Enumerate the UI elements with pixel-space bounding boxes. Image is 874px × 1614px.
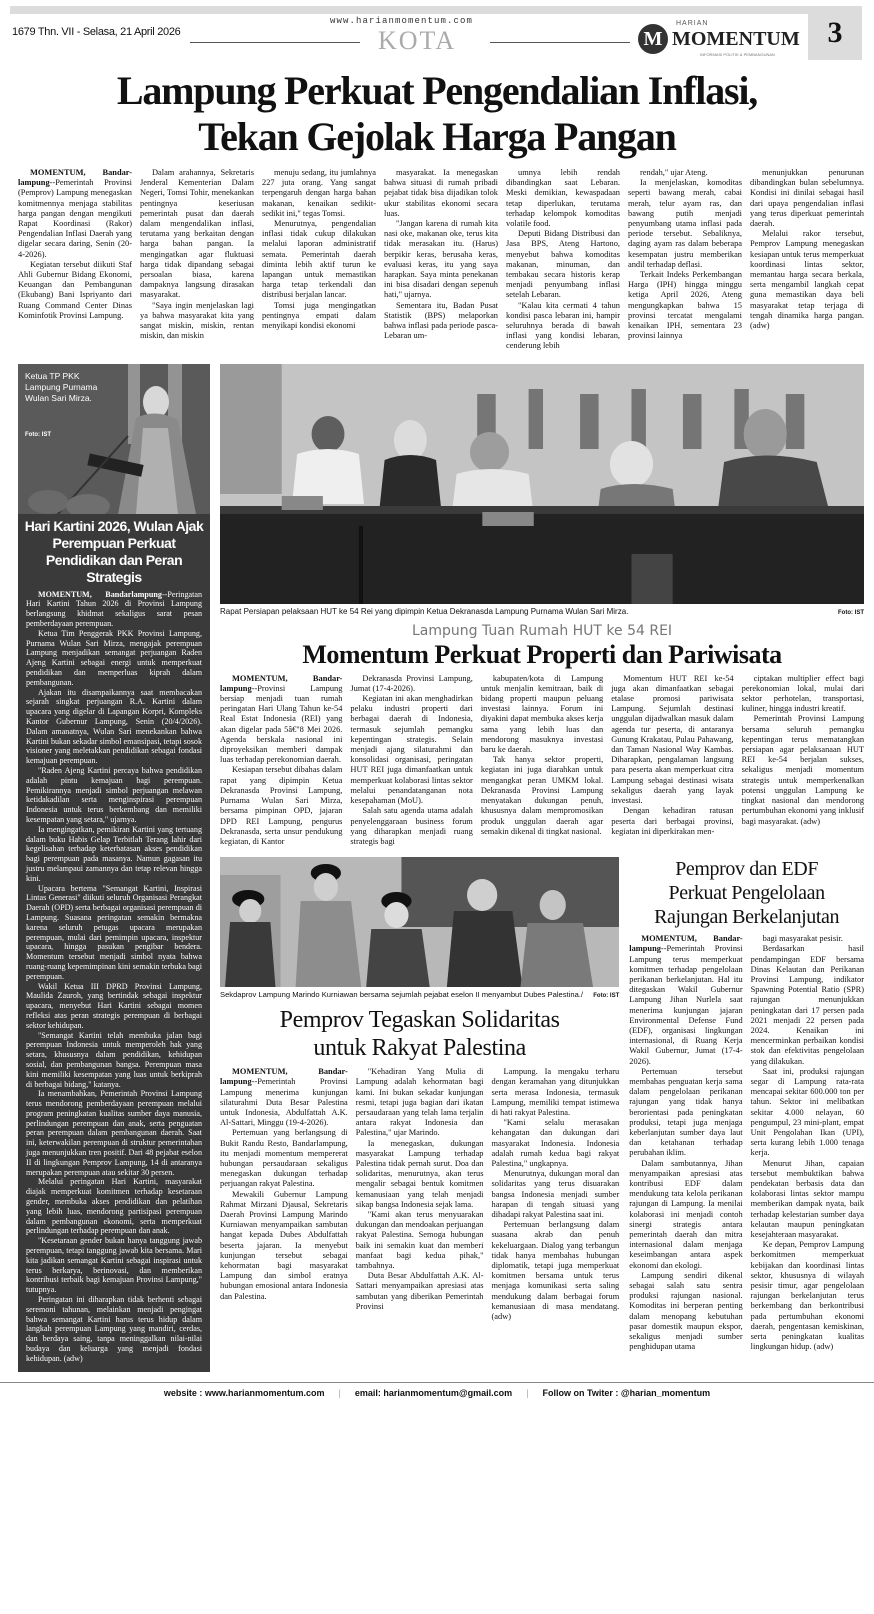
article-column: [140, 168, 254, 352]
article-text: Sementara itu, Badan Pusat Statistik (BPS) melaporkan bahwa inflasi pada periode pasca-Lebaran um-: [384, 300, 498, 341]
article-paragraph: [220, 1128, 348, 1189]
main-headline-line2: Tekan Gejolak Harga Pangan: [198, 114, 676, 159]
kartini-paragraph: [26, 1089, 202, 1177]
article-text: Pemerintah Provinsi Lampung bersama seluruh pemangku kepentingan terus mematangkan persiapan agar pelaksanaan HUT REI ke-54 berjalan sukses, sekaligus menjadi momentum strategis untuk memperkenalkan potensi unggulan Lampung ke tingkat nasional dan mendorong pertumbuhan ekonomi yang inklusif bagi masyarakat. (adw): [741, 714, 865, 826]
article-text: Menurut Jihan, capaian tersebut membuktikan bahwa pendekatan berbasis data dan kolaborasi lintas sektor mampu memberikan dampak nyata, baik terhadap kelestarian sumber daya kelautan maupun peningkatan kesejahteraan masyarakat.: [750, 1158, 865, 1239]
kartini-text: "Kesetaraan gender bukan hanya tanggung jawab perempuan, tetapi tanggung jawab kita bersama. Mari kita jadikan semangat Kartini sebagai inspirasi untuk terus berkarya, berinovasi, dan memberikan kontribusi terbaik bagi kemajuan Provinsi Lampung," tutupnya.: [26, 1236, 202, 1295]
footer: [0, 1382, 874, 1405]
article-text: Berdasarkan hasil pendampingan EDF bersama Dinas Kelautan dan Perikanan Provinsi Lampung, indikator Spawning Potential Ratio (SPR) rajungan menunjukkan peningkatan dari 17 persen pada 2021 menjadi 22 persen pada 2024. Kenaikan ini mencerminkan perbaikan kondisi stok dan efektivitas pengelolaan yang dilakukan.: [750, 944, 865, 1066]
article-paragraph: [140, 301, 254, 342]
header-rule-right: [490, 42, 630, 43]
article-paragraph: [750, 168, 864, 229]
article-paragraph: [384, 301, 498, 342]
article-paragraph: [742, 674, 864, 715]
kartini-text: "Raden Ajeng Kartini percaya bahwa pendidikan adalah pintu kemajuan bagi perempuan. Pemikirannya menjadi simbol perjuangan melawan ketidakadilan serta menginspirasi perempuan Indonesia untuk terus berkembang dan memiliki kesempatan yang setara," ujarnya.: [26, 766, 202, 824]
article-text: Terkait Indeks Perkembangan Harga (IPH) hingga minggu ketiga April 2026, Ateng mengungkapkan bahwa 15 provinsi tercatat mengalami kenaikan IPH, sementara 23 provinsi lainnya: [628, 270, 742, 341]
kartini-text: Wakil Ketua III DPRD Provinsi Lampung, Maulida Zauroh, yang bertindak sebagai inspektur upacara, menyebut Hari Kartini sebagai momen refleksi atas peran strategis perempuan di berbagai sektor kehidupan.: [26, 981, 202, 1030]
article-text: kabupaten/kota di Lampung untuk menjalin kemitraan, baik di bidang properti maupun peluang investasi lainnya. Forum ini diyakini dapat membuka akses kerja sama yang lebih luas dan mendorong masuknya investasi baru ke daerah.: [480, 673, 604, 755]
article-paragraph: [742, 714, 864, 826]
article-paragraph: [629, 1067, 742, 1159]
rei-headline: Momentum Perkuat Properti dan Pariwisata: [302, 639, 782, 669]
kartini-paragraph: [26, 590, 202, 629]
article-paragraph: [384, 168, 498, 219]
article-paragraph: [751, 944, 864, 1066]
article-text: "Jangan karena di rumah kita nasi oke, makanan oke, terus kita tidak merasakan itu. (Harus) berpikir keras, berusaha keras, evaluasi keras, itu yang saya harapkan. Saya minta penekanan ini bisa disadari dengan sepenuh hati," ujarnya.: [384, 219, 498, 300]
article-paragraph: [628, 178, 742, 270]
kartini-text: Ia mengingatkan, pemikiran Kartini yang tertuang dalam buku Habis Gelap Terbitlah Terang lahir dari kegelisahan terhadap keterbatasan akses pendidikan bagi perempuan pada masanya. Namun gagasan itu justru melampaui zamannya dan tetap relevan hingga kini.: [26, 824, 202, 883]
kartini-paragraph: [26, 884, 202, 982]
article-paragraph: [492, 1220, 620, 1322]
article-text: Kegiatan ini akan menghadirkan pelaku industri properti dari berbagai daerah di Indonesia, termasuk sejumlah pemangku kepentingan strategis. Selain menjadi ajang silaturahmi dan konsolidasi organisasi, peringatan HUT REI juga dimanfaatkan untuk memperkuat kolaborasi lintas sektor melalui penandatanganan nota kesepahaman (MoU).: [350, 694, 473, 806]
article-paragraph: [220, 1190, 348, 1302]
article-paragraph: [492, 1067, 620, 1118]
article-text: Deputi Bidang Distribusi dan Jasa BPS, Ateng Hartono, menyebut bahwa komoditas makanan, minuman, dan tembakau secara historis kerap menjadi penyumbang inflasi setelah Lebaran.: [506, 229, 620, 300]
palestina-photo: [220, 857, 619, 987]
footer-email[interactable]: email: harianmomentum@gmail.com: [354, 1387, 513, 1398]
article-paragraph: [611, 806, 733, 837]
article-paragraph: [262, 168, 376, 219]
edf-headline-line3: Rajungan Berkelanjutan: [654, 906, 840, 929]
article-column: [384, 168, 498, 352]
article-column: [751, 934, 864, 1352]
rei-caption-row: [220, 607, 864, 617]
article-paragraph: [506, 229, 620, 300]
article-paragraph: [481, 755, 603, 837]
article-text: Melalui rakor tersebut, Pemprov Lampung menegaskan kesiapan untuk terus memperkuat koordinasi lintas sektor, memantau harga secara berkala, serta mengambil langkah cepat guna memastikan daya beli masyarakat tetap terjaga di tengah dinamika harga pangan. (adw): [750, 229, 864, 331]
right-section: [220, 364, 864, 1353]
kartini-paragraph: [26, 1236, 202, 1295]
article-text: Momentum HUT REI ke-54 juga akan dimanfaatkan sebagai etalase promosi pariwisata Lampung. Sejumlah destinasi unggulan dijadwalkan masuk dalam agenda tur peserta, di antaranya Gunung Krakatau, Pulau Pahawang, dan Taman Nasional Way Kambas. Diharapkan, pengalaman langsung para peserta akan memperkuat citra Lampung sebagai destinasi wisata sekaligus daerah yang layak investasi.: [611, 673, 734, 806]
palestina-photo-illustration: [220, 857, 619, 987]
article-text: Menurutnya, dukungan moral dan solidaritas yang terus disuarakan bangsa Indonesia menjadi sumber harapan di tengah situasi yang dihadapi rakyat Palestina saat ini.: [491, 1169, 620, 1219]
article-text: Dalam arahannya, Sekretaris Jenderal Kementerian Dalam Negeri, Tomsi Tohir, menekankan pentingnya keseriusan pemerintah pusat dan daerah dalam mengendalikan inflasi, terutama yang berkaitan dengan harga bahan pangan. Ia mengingatkan agar fluktuasi harga tidak dipandang sebagai persoalan biasa, karena dampaknya langsung dirasakan masyarakat.: [140, 168, 254, 300]
article-column: [492, 1067, 620, 1322]
article-text: ciptakan multiplier effect bagi perekonomian lokal, mulai dari sektor perhotelan, transportasi, kuliner, hingga industri kreatif.: [741, 673, 865, 714]
article-paragraph: [628, 168, 742, 178]
edition-date: 1679 Thn. VII - Selasa, 21 April 2026: [12, 26, 181, 38]
header-website[interactable]: www.harianmomentum.com: [330, 16, 474, 26]
article-column: [220, 1067, 348, 1322]
article-paragraph: [492, 1118, 620, 1169]
article-paragraph: [350, 806, 472, 847]
kartini-photo: [18, 364, 210, 514]
logo-tagline: INFORMASI POLITIK & PEMBANGUNAN: [700, 52, 775, 57]
article-paragraph: [751, 1067, 864, 1159]
article-column: [262, 168, 376, 352]
article-column: [742, 674, 864, 847]
article-paragraph: [350, 674, 472, 694]
kartini-photo-caption: Ketua TP PKK Lampung Purnama Wulan Sari Mirza.: [25, 370, 98, 403]
article-text: "Kami akan terus menyuarakan dukungan dan mendoakan perjuangan rakyat Palestina. Semoga hubungan baik ini semakin kuat dan memberi manfaat bagi kedua pihak," tambahnya.: [355, 1209, 484, 1270]
article-column: [506, 168, 620, 352]
article-text: menuju sedang, itu jumlahnya 227 juta orang. Yang sangat terpengaruh dengan harga bahan makanan, kenaikan sedikit-sedikit ini," tegas Tomsi.: [262, 168, 376, 218]
article-text: Ke depan, Pemprov Lampung berkomitmen memperkuat kebijakan dan koordinasi lintas sektor, khususnya di wilayah pesisir timur, agar pengelolaan rajungan berkelanjutan terus berkembang dan berkontribusi pada pertumbuhan ekonomi daerah, pengentasan kemiskinan, serta peningkatan kualitas lingkungan hidup. (adw): [750, 1240, 865, 1352]
kartini-paragraph: [26, 1177, 202, 1236]
kartini-paragraph: [26, 688, 202, 766]
footer-twitter[interactable]: Follow on Twiter : @harian_momentum: [542, 1387, 711, 1398]
article-text: Lampung sendiri dikenal sebagai salah satu sentra produksi rajungan nasional. Komoditas ini berperan penting dalam menopang kebutuhan pasar domestik maupun ekspor, sekaligus menjadi sumber penghidupan utama: [629, 1270, 743, 1352]
article-column: [750, 168, 864, 352]
edf-headline-line1: Pemprov dan EDF: [675, 858, 819, 881]
article-text: Duta Besar Abdulfattah A.K. Al-Sattari menyampaikan apresiasi atas sambutan yang diberikan Pemerintah Provinsi: [355, 1271, 484, 1311]
article-text: Tomsi juga mengingatkan pentingnya empati dalam menyikapi kondisi ekonomi: [262, 300, 376, 331]
article-paragraph: [384, 219, 498, 301]
kartini-text: Ketua Tim Penggerak PKK Provinsi Lampung, Purnama Wulan Sari Mirza, mengajak perempuan Lampung menjadikan semangat perjuangan Raden Ajeng Kartini sebagai energi untuk memperkuat pendidikan dan memperluas kiprah dalam pembangunan.: [26, 628, 202, 687]
article-text: Pertemuan tersebut membahas penguatan kerja sama dalam pengelolaan perikanan rajungan yang tidak hanya berorientasi pada peningkatan produksi, tetapi juga menjaga keberlanjutan sumber daya laut dan ketahanan terhadap perubahan iklim.: [629, 1066, 743, 1158]
footer-separator: |: [526, 1387, 529, 1398]
kartini-paragraph: [26, 629, 202, 688]
edf-headline: [629, 857, 864, 929]
article-text: Pertemuan berlangsung dalam suasana akrab dan penuh kekeluargaan. Dialog yang terbangun tidak hanya membahas hubungan diplomatik, tetapi juga memperkuat komitmen bersama untuk terus menjaga komunikasi serta saling mendukung dalam berbagai forum kemanusiaan di masa mendatang. (adw): [491, 1220, 620, 1321]
logo-mark: M: [638, 24, 668, 54]
article-paragraph: [629, 1159, 742, 1271]
kartini-paragraph: [26, 766, 202, 825]
palestina-headline-line1: Pemprov Tegaskan Solidaritas: [279, 1007, 560, 1034]
article-paragraph: [356, 1210, 484, 1271]
header-rule-left: [190, 42, 360, 43]
header-bar: [10, 6, 862, 14]
article-paragraph: [356, 1271, 484, 1312]
article-paragraph: [506, 168, 620, 229]
masthead: [0, 0, 874, 64]
rei-kicker: Lampung Tuan Rumah HUT ke 54 REI: [411, 622, 673, 639]
palestina-article-body: [220, 1067, 619, 1322]
article-paragraph: [629, 1271, 742, 1353]
article-text: Mewakili Gubernur Lampung Rahmat Mirzani Djausal, Sekretaris Daerah Provinsi Lampung Marindo Kurniawan menyampaikan sambutan hangat kepada Dubes Abdulfattah beserta jajaran. Ia menyebut kunjungan tersebut sebagai kehormatan bagi masyarakat Lampung dan simbol eratnya hubungan emosional antara Indonesia dan Palestina.: [220, 1189, 348, 1301]
article-paragraph: [629, 934, 742, 1067]
rei-article-body: [220, 674, 864, 847]
page-number: 3: [808, 6, 862, 60]
article-paragraph: [18, 168, 132, 260]
article-paragraph: [140, 168, 254, 301]
kartini-paragraph: [26, 825, 202, 884]
article-paragraph: [356, 1067, 484, 1138]
rei-photo-credit: Foto: IST: [838, 609, 864, 616]
main-headline: [0, 68, 874, 160]
kartini-text: "Semangat Kartini telah membuka jalan bagi perempuan Indonesia untuk memperoleh hak yang setara, khususnya dalam pendidikan, kehidupan sosial, dan pembangunan bangsa. Perempuan masa kini memiliki kesempatan yang luas untuk berkiprah di berbagai bidang," katanya.: [26, 1030, 202, 1089]
article-text: Saat ini, produksi rajungan segar di Lampung rata-rata mencapai sekitar 600.000 ton per tahun. Sektor ini melibatkan sekitar 4.000 nelayan, 60 pengumpul, 23 mini-plant, empat Unit Pengolahan Ikan (UPI), serta kurang lebih 1.000 tenaga kerja.: [750, 1066, 865, 1158]
article-text: Ia menegaskan, dukungan masyarakat Lampung terhadap Palestina tidak pernah surut. Doa dan solidaritas, menurutnya, akan terus mengalir sebagai bentuk komitmen kemanusiaan yang telah menjadi sikap bangsa Indonesia sejak lama.: [355, 1138, 484, 1209]
article-text: Salah satu agenda utama adalah penyelenggaraan business forum yang diharapkan menjadi ruang strategis bagi: [350, 806, 473, 846]
article-text: umnya lebih rendah dibandingkan saat Lebaran. Meski demikian, kewaspadaan tetap diperlukan, terutama terhadap kelompok komoditas volatile food.: [506, 168, 620, 229]
kartini-text: Ia menambahkan, Pemerintah Provinsi Lampung terus mendorong pemberdayaan perempuan melalui program peningkatan kualitas sumber daya manusia, perlindungan perempuan dan anak, serta penguatan peran perempuan dalam pembangunan daerah. Saat ini, keterwakilan perempuan di struktur pemerintahan juga menunjukkan tren positif. Dari 48 pejabat eselon II di lingkungan Pemprov Lampung, 14 di antaranya merupakan perempuan atau sekitar 30 persen.: [26, 1089, 202, 1177]
kartini-text: --Peringatan Hari Kartini Tahun 2026 di Provinsi Lampung berlangsung khidmat sekaligus sarat pesan pemberdayaan perempuan.: [26, 589, 202, 629]
article-text: "Kami selalu merasakan kehangatan dan dukungan dari masyarakat Indonesia. Indonesia adalah rumah kedua bagi rakyat Palestina," ungkapnya.: [491, 1118, 620, 1168]
kartini-paragraph: [26, 1295, 202, 1364]
article-dateline: MOMENTUM, Bandar-lampung: [220, 673, 343, 693]
kartini-text: Ajakan itu disampaikannya saat membacakan sejarah singkat perjuangan R.A. Kartini dalam upacara yang digelar di Lapangan Korpri, Kompleks Kantor Gubernur Lampung, Senin (20/4/2026). Dalam amanatnya, Wulan Sari menekankan bahwa Kartini bukan sekadar simbol emansipasi, tetapi sosok visioner yang meletakkan pendidikan sebagai fondasi kemajuan perempuan.: [26, 687, 203, 766]
article-text: --Pemerintah Provinsi (Pemprov) Lampung menegaskan komitmennya menjaga stabilitas harga pangan dengan mengikuti Rapat Koordinasi (Rakor) Pengendalian Inflasi Daerah yang digelar secara daring, Senin (20-4-2026).: [18, 178, 132, 259]
footer-website[interactable]: website : www.harianmomentum.com: [163, 1387, 325, 1398]
article-text: Kegiatan tersebut diikuti Staf Ahli Gubernur Bidang Ekonomi, Keuangan dan Pembangunan (Ekubang) Bani Ispriyanto dari Ruang Command Center Dinas Kominfotik Provinsi Lampung.: [18, 259, 132, 320]
article-paragraph: [750, 229, 864, 331]
footer-separator: |: [338, 1387, 341, 1398]
main-headline-line1: Lampung Perkuat Pengendalian Inflasi,: [116, 68, 758, 113]
rei-meeting-illustration: [220, 364, 864, 604]
kartini-photo-credit: Foto: IST: [25, 431, 51, 438]
article-paragraph: [262, 219, 376, 301]
article-text: --Provinsi Lampung bersiap menjadi tuan rumah peringatan Hari Ulang Tahun ke-54 Real Estat Indonesia (REI) yang akan digelar pada 5â€"8 Mei 2026. Agenda berskala nasional ini diproyeksikan memberi dampak luas terhadap perekonomian daerah.: [220, 683, 343, 765]
article-text: Lampung. Ia mengaku terharu dengan keramahan yang ditunjukkan serta merasa Indonesia, termasuk Lampung, memiliki tempat istimewa di hati rakyat Palestina.: [491, 1067, 620, 1117]
article-text: --Pemerintah Provinsi Lampung menerima kunjungan silaturahmi Duta Besar Palestina untuk Indonesia, Abdulfattah A.K. Al-Sattari, Minggu (19-4-2026).: [220, 1077, 348, 1128]
article-paragraph: [611, 674, 733, 807]
article-paragraph: [751, 1240, 864, 1352]
article-paragraph: [481, 674, 603, 756]
article-text: Dengan kehadiran ratusan peserta dari berbagai provinsi, kegiatan ini diperkirakan men-: [611, 806, 734, 836]
kartini-text: Upacara bertema "Semangat Kartini, Inspirasi Lintas Generasi" diikuti seluruh Organisasi Perangkat Daerah (OPD) serta berbagai organisasi perempuan di Lampung. Suasana peringatan semakin bermakna karena seluruh petugas upacara merupakan perempuan, mulai dari pemimpin upacara, inspektur upacara, hingga pasukan pengibar bendera. Momentum tersebut menjadi simbol nyata bahwa ruang-ruang kepemimpinan kini semakin terbuka bagi perempuan.: [26, 883, 202, 981]
article-paragraph: [751, 1159, 864, 1241]
article-column: [18, 168, 132, 352]
kartini-text: Melalui peringatan Hari Kartini, masyarakat diajak memperkuat komitmen terhadap kesetaraan gender, membuka akses pendidikan dan pelatihan yang lebih luas, mendorong partisipasi perempuan dalam pembangunan ekonomi, serta memperkuat perlindungan terhadap perempuan dan anak.: [26, 1177, 202, 1236]
article-text: Dekranasda Provinsi Lampung, Jumat (17-4-2026).: [350, 673, 473, 693]
article-paragraph: [220, 674, 342, 766]
kartini-dateline: MOMENTUM, Bandarlampung: [38, 589, 162, 599]
edf-headline-line2: Perkuat Pengelolaan: [668, 882, 825, 905]
article-paragraph: [492, 1169, 620, 1220]
kartini-sidebar: [18, 364, 210, 1372]
article-text: masyarakat. Ia menegaskan bahwa situasi di rumah pribadi pejabat tidak bisa dijadikan tolok ukur stabilitas ekonomi secara luas.: [384, 168, 498, 218]
kartini-text: Peringatan ini diharapkan tidak berhenti sebagai seremoni tahunan, melainkan menjadi pengingat bahwa semangat Kartini harus terus hidup dalam langkah perempuan Lampung yang mandiri, cerdas, dan berdaya saing, tanpa meninggalkan nilai-nilai budaya dan keluarga yang menjadi fondasi kehidupan. (adw): [26, 1295, 202, 1363]
article-paragraph: [220, 765, 342, 847]
article-column: [356, 1067, 484, 1322]
article-text: Tak hanya sektor properti, kegiatan ini juga diarahkan untuk mengangkat peran UMKM lokal. Dekranasda Provinsi Lampung menyatakan dukungan penuh, khususnya dalam mempromosikan produk unggulan daerah agar semakin dikenal di tingkat nasional.: [480, 755, 604, 836]
palestina-headline: [220, 1006, 619, 1062]
article-text: "Saya ingin menjelaskan lagi ya bahwa masyarakat kita yang sangat miskin, miskin, rentan miskin, dan miskin: [140, 300, 254, 341]
kartini-paragraph: [26, 1031, 202, 1090]
article-paragraph: [628, 270, 742, 341]
article-paragraph: [220, 1067, 348, 1128]
article-text: Kesiapan tersebut dibahas dalam rapat yang dipimpin Ketua Dekranasda Provinsi Lampung, Purnama Wulan Sari Mirza, bersama pimpinan OPD, jajaran DPD REI Lampung, pengurus Dekranasda, serta unsur pendukung kegiatan, di Kantor: [220, 765, 343, 846]
logo-momentum: MOMENTUM: [672, 28, 800, 50]
main-article-body: [18, 168, 864, 352]
article-paragraph: [751, 934, 864, 944]
logo-harian: HARIAN: [676, 20, 709, 27]
edf-section: [629, 857, 864, 1352]
article-column: [628, 168, 742, 352]
palestina-photo-credit: Foto: IST: [593, 993, 620, 1000]
article-text: --Pemerintah Provinsi Lampung terus memperkuat komitmen terhadap pengelolaan perikanan berkelanjutan. Hal itu ditegaskan Wakil Gubernur Lampung Jihan Nurlela saat menerima kunjungan jajaran Environmental Defense Fund (EDF), organisasi lingkungan internasional, di Ruang Kerja Wakil Gubernur, Jumat (17-4-2026).: [629, 944, 743, 1066]
article-column: [220, 674, 342, 847]
rei-meeting-photo: [220, 364, 864, 604]
article-paragraph: [18, 260, 132, 321]
article-text: "Kalau kita cermati 4 tahun kondisi pasca lebaran ini, hampir seluruhnya berada di bawah inflasi yang kondisi lebaran, cenderung lebih: [506, 300, 620, 351]
section-name: KOTA: [378, 26, 457, 55]
kartini-paragraph: [26, 982, 202, 1031]
rei-photo-caption: Rapat Persiapan pelaksaan HUT ke 54 Rei yang dipimpin Ketua Dekranasda Lampung Purnama Wulan Sari Mirza.: [220, 606, 629, 616]
article-text: Ia menjelaskan, komoditas seperti bawang merah, cabai merah, telur ayam ras, dan bawang putih menjadi penyumbang utama inflasi pada periode tersebut. Sebaliknya, daging ayam ras dalam beberapa kesempatan justru memberikan andil terhadap deflasi.: [628, 178, 742, 269]
bottom-section: [220, 857, 864, 1352]
article-paragraph: [350, 694, 472, 806]
kartini-article-body: [18, 590, 210, 1364]
article-dateline: MOMENTUM, Bandar-lampung: [18, 168, 132, 188]
article-column: [629, 934, 742, 1352]
article-text: menunjukkan penurunan dibandingkan bulan sebelumnya. Kondisi ini dinilai sebagai hasil dari upaya pengendalian inflasi yang terus diperkuat pemerintah daerah.: [750, 168, 864, 229]
kartini-headline: Hari Kartini 2026, Wulan Ajak Perempuan Perkuat Pendidikan dan Peran Strategis: [24, 517, 204, 585]
lower-section: [18, 364, 864, 1372]
palestina-caption-row: [220, 990, 619, 1000]
article-text: rendah," ujar Ateng.: [640, 168, 708, 177]
palestina-photo-caption: Sekdaprov Lampung Marindo Kurniawan bersama sejumlah pejabat eselon II menyambut Dubes Palestina./: [220, 990, 584, 1000]
article-paragraph: [356, 1139, 484, 1210]
article-column: [350, 674, 472, 847]
article-dateline: MOMENTUM, Bandar-lampung: [220, 1067, 348, 1087]
article-text: bagi masyarakat pesisir.: [762, 934, 843, 944]
article-text: Dalam sambutannya, Jihan menyampaikan apresiasi atas kontribusi EDF dalam mendukung tata kelola perikanan rajungan di Lampung. Ia menilai kolaborasi ini menjadi contoh sinergi strategis antara pemerintah daerah dan mitra internasional dalam menjaga keseimbangan antara aspek ekonomi dan ekologi.: [629, 1158, 743, 1270]
article-dateline: MOMENTUM, Bandar-lampung: [629, 934, 743, 954]
article-text: Menurutnya, pengendalian inflasi tidak cukup dilakukan melalui laporan administratif semata. Pemerintah daerah diminta lebih aktif turun ke lapangan untuk memastikan harga tetap terkendali dan distribusi berjalan lancar.: [262, 219, 376, 300]
palestina-section: [220, 857, 619, 1322]
palestina-headline-line2: untuk Rakyat Palestina: [313, 1035, 526, 1062]
article-text: Pertemuan yang berlangsung di Bukit Randu Resto, Bandarlampung, itu menjadi momentum mempererat hubungan persaudaraan sekaligus menegaskan dukungan terhadap perjuangan rakyat Palestina.: [220, 1128, 348, 1189]
article-column: [481, 674, 603, 847]
article-paragraph: [506, 301, 620, 352]
edf-article-body: [629, 934, 864, 1352]
article-text: "Kehadiran Yang Mulia di Lampung adalah kehormatan bagi kami. Ini bukan sekadar kunjungan resmi, tetapi juga bagian dari ikatan persaudaraan yang telah lama terjalin antara rakyat Indonesia dan Palestina," ujar Marindo.: [355, 1067, 484, 1138]
article-paragraph: [262, 301, 376, 332]
article-column: [611, 674, 733, 847]
